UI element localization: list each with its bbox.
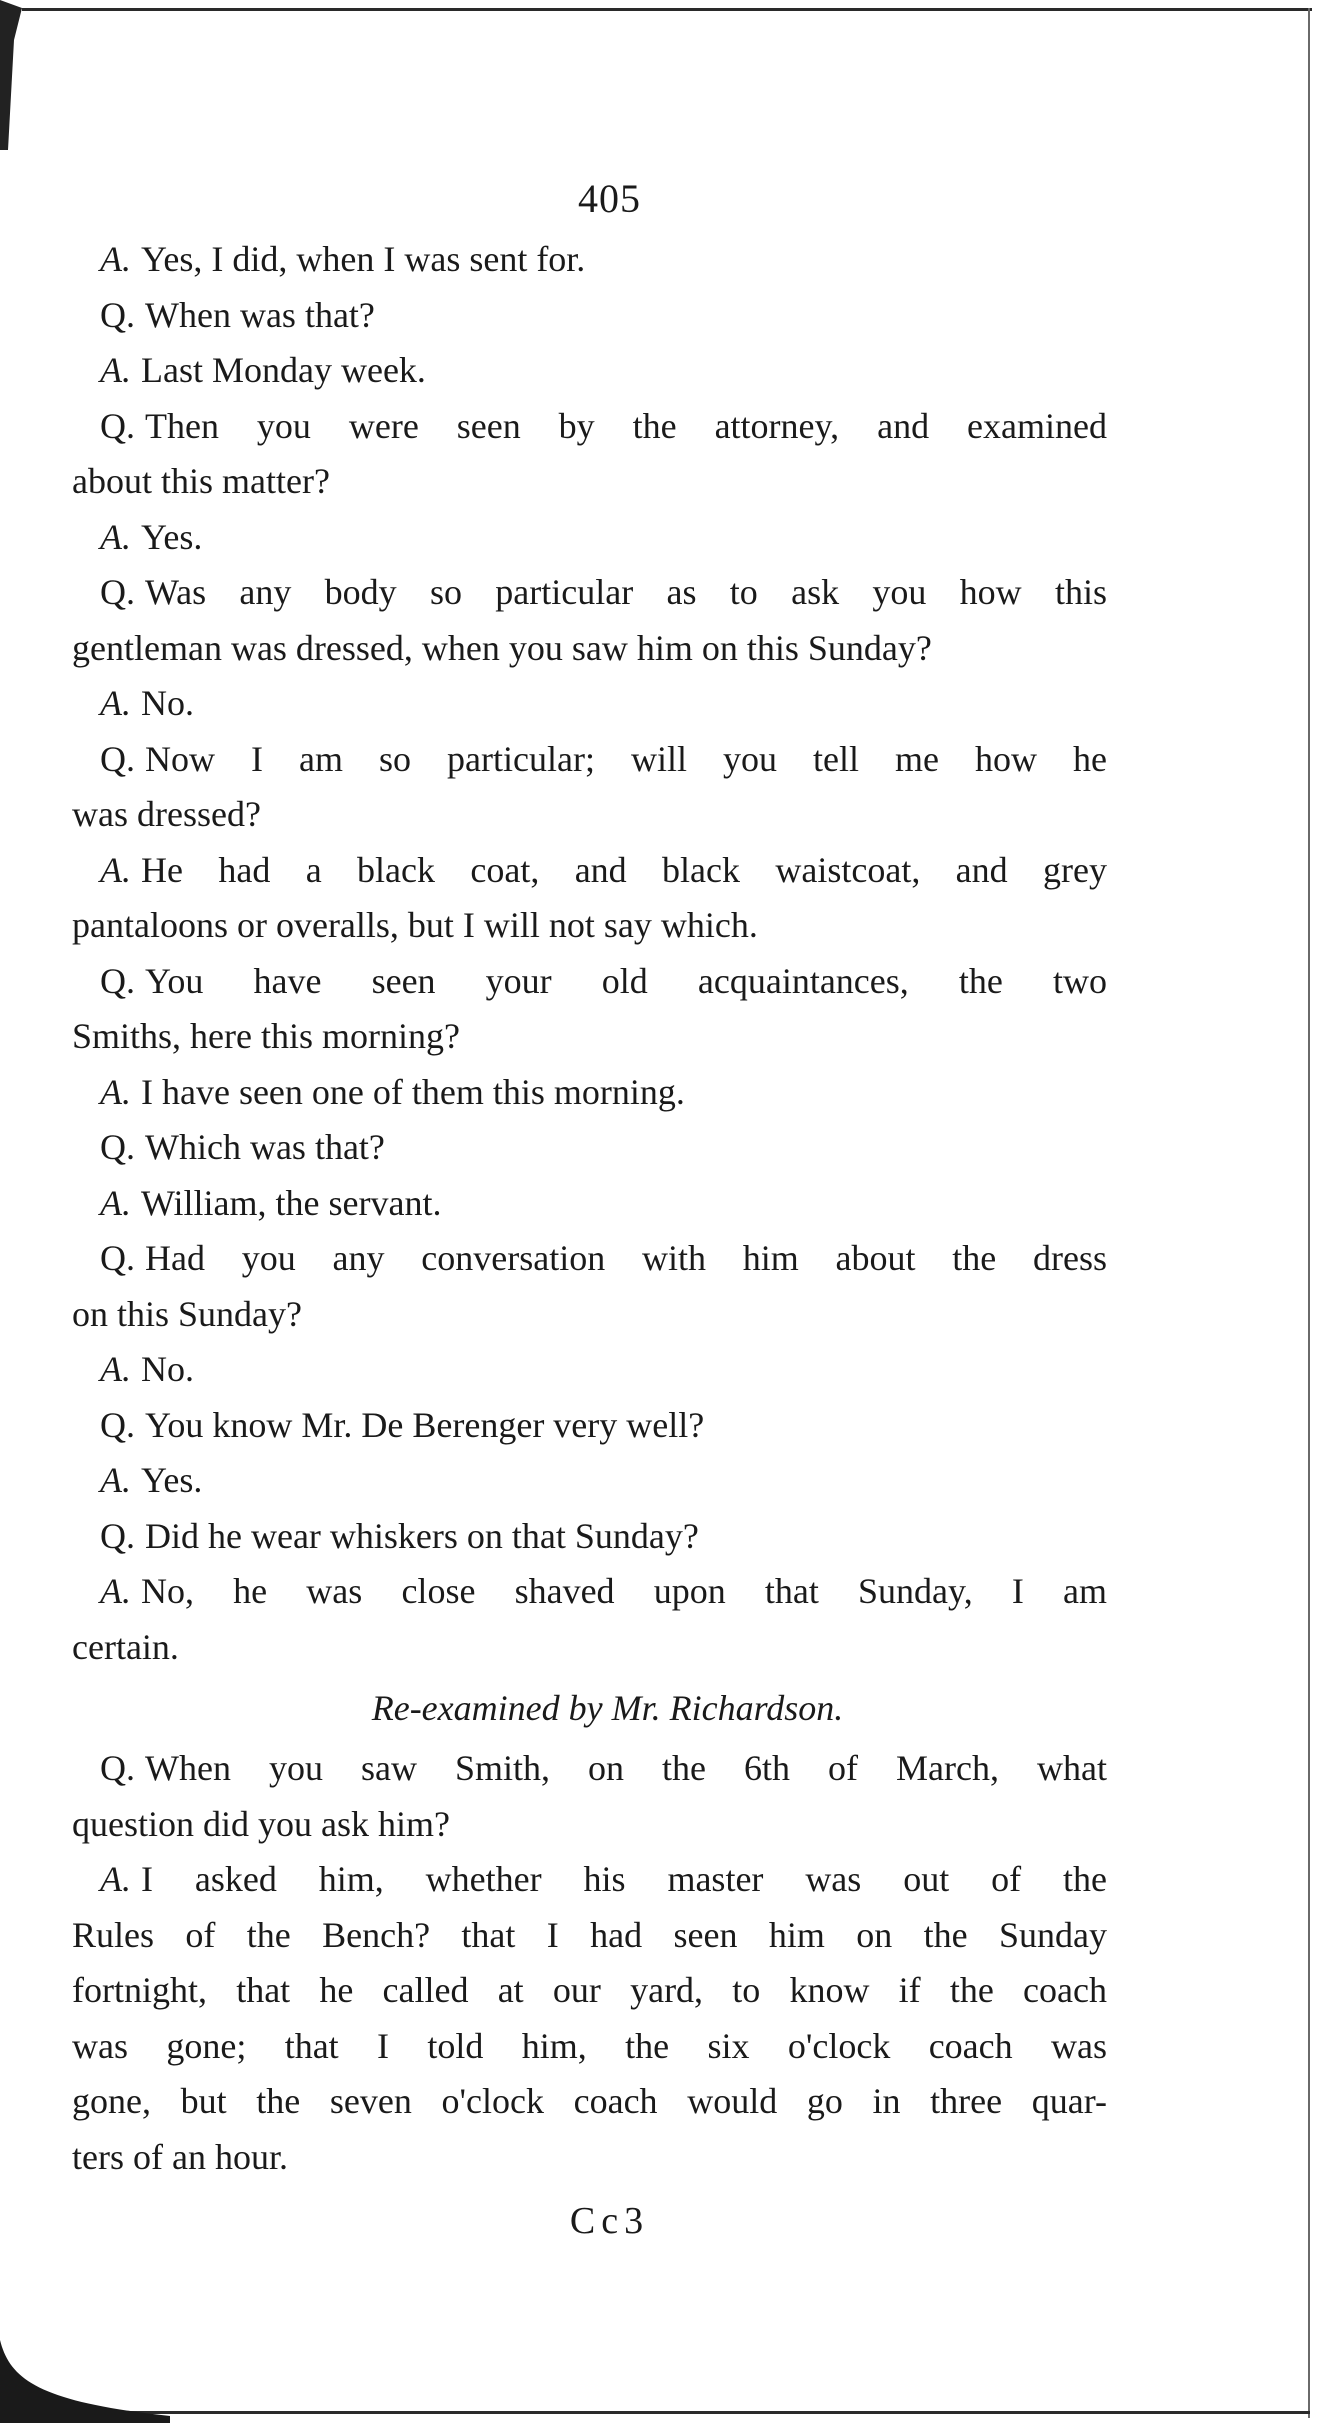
text-line <box>72 1287 1107 1343</box>
answer-label: A. <box>100 1571 131 1611</box>
qa-entry <box>72 676 1107 732</box>
line-text: No, he was close shaved upon that Sunday, I am <box>141 1571 1107 1611</box>
question-label: Q. <box>100 1238 135 1278</box>
answer-label: A. <box>100 849 131 890</box>
text-line <box>72 232 1107 288</box>
text-line <box>72 1453 1107 1509</box>
line-text: Yes. <box>141 1460 203 1500</box>
line-text: Was any body so particular as to ask you how this <box>145 572 1107 612</box>
qa-entry <box>72 1453 1107 1509</box>
qa-entry <box>72 1176 1107 1232</box>
line-text: Did he wear whiskers on that Sunday? <box>145 1515 699 1556</box>
question-label: Q. <box>100 572 135 612</box>
qa-entry <box>72 232 1107 288</box>
text-line <box>72 343 1107 399</box>
page-border-top <box>22 8 1312 11</box>
text-line <box>72 1564 1107 1620</box>
text-line <box>72 1231 1107 1287</box>
line-text: I asked him, whether his master was out of the <box>141 1859 1107 1899</box>
line-text: pantaloons or overalls, but I will not say which. <box>72 905 758 945</box>
answer-label: A. <box>100 683 131 723</box>
qa-entry <box>72 1852 1107 2185</box>
line-text: fortnight, that he called at our yard, to know if the coach <box>72 1970 1107 2010</box>
line-text: Yes, I did, when I was sent for. <box>141 239 586 279</box>
line-text: about this matter? <box>72 461 330 501</box>
question-label: Q. <box>100 1404 135 1445</box>
question-label: Q. <box>100 960 135 1001</box>
text-line <box>72 1120 1107 1176</box>
text-line <box>72 1342 1107 1398</box>
question-label: Q. <box>100 1748 135 1788</box>
text-line <box>72 843 1107 899</box>
line-text: Yes. <box>141 516 203 557</box>
text-line <box>72 1741 1107 1797</box>
qa-entry <box>72 1509 1107 1565</box>
text-line <box>72 454 1107 510</box>
page-border-bottom <box>60 2411 1310 2414</box>
text-line <box>72 510 1107 566</box>
text-line <box>72 1852 1107 1908</box>
qa-entry <box>72 843 1107 954</box>
line-text: Smiths, here this morning? <box>72 1016 460 1056</box>
binding-edge <box>0 0 22 150</box>
binding-edge-bottom <box>0 2340 170 2423</box>
signature-mark: Cc3 <box>569 2200 650 2242</box>
line-text: No. <box>141 683 194 723</box>
text-line <box>72 1509 1107 1565</box>
qa-entry <box>72 288 1107 344</box>
text-line <box>72 399 1107 455</box>
qa-entry <box>72 954 1107 1065</box>
line-text: You know Mr. De Berenger very well? <box>145 1404 705 1445</box>
qa-entry <box>72 1231 1107 1342</box>
qa-entry <box>72 343 1107 399</box>
text-line <box>72 1065 1107 1121</box>
testimony <box>72 232 1107 1675</box>
qa-entry <box>72 1342 1107 1398</box>
qa-entry <box>72 1741 1107 1852</box>
line-text: gone, but the seven o'clock coach would go in three quar- <box>72 2081 1107 2121</box>
line-text: ters of an hour. <box>72 2136 288 2177</box>
line-text: Which was that? <box>145 1127 385 1167</box>
question-label: Q. <box>100 405 135 446</box>
line-text: gentleman was dressed, when you saw him on this Sunday? <box>72 627 932 668</box>
line-text: He had a black coat, and black waistcoat, and grey <box>141 849 1107 890</box>
line-text: William, the servant. <box>141 1182 442 1223</box>
reexamination-testimony <box>72 1741 1107 2185</box>
question-label: Q. <box>100 294 135 335</box>
answer-label: A. <box>100 1182 131 1223</box>
text-line <box>72 2074 1107 2130</box>
text-line <box>72 676 1107 732</box>
text-line <box>72 732 1107 788</box>
qa-entry <box>72 1120 1107 1176</box>
text-line <box>72 565 1107 621</box>
answer-label: A. <box>100 1460 131 1500</box>
line-text: Now I am so particular; will you tell me how he <box>145 738 1107 779</box>
qa-entry <box>72 1564 1107 1675</box>
answer-label: A. <box>100 1349 131 1389</box>
text-line <box>72 288 1107 344</box>
question-label: Q. <box>100 1515 135 1556</box>
page-number: 405 <box>578 176 641 221</box>
line-text: Rules of the Bench? that I had seen him on the Sunday <box>72 1914 1107 1955</box>
line-text: When was that? <box>145 294 375 335</box>
line-text: was dressed? <box>72 794 261 834</box>
text-line <box>72 621 1107 677</box>
text-line <box>72 954 1107 1010</box>
answer-label: A. <box>100 1071 131 1112</box>
text-line <box>72 1620 1107 1676</box>
text-line <box>72 1398 1107 1454</box>
answer-label: A. <box>100 350 131 390</box>
line-text: No. <box>141 1349 194 1389</box>
qa-entry <box>72 1398 1107 1454</box>
qa-entry <box>72 732 1107 843</box>
section-heading: Re-examined by Mr. Richardson. <box>371 1688 844 1728</box>
text-line <box>72 787 1107 843</box>
text-line <box>72 2019 1107 2075</box>
line-text: Then you were seen by the attorney, and examined <box>145 405 1107 446</box>
line-text: You have seen your old acquaintances, the two <box>145 960 1107 1001</box>
text-line <box>72 1908 1107 1964</box>
qa-entry <box>72 565 1107 676</box>
question-label: Q. <box>100 738 135 779</box>
text-line <box>72 1009 1107 1065</box>
line-text: Had you any conversation with him about the dress <box>145 1238 1107 1278</box>
page-text <box>72 166 1107 2257</box>
line-text: was gone; that I told him, the six o'clock coach was <box>72 2025 1107 2066</box>
line-text: I have seen one of them this morning. <box>141 1071 685 1112</box>
answer-label: A. <box>100 1859 131 1899</box>
text-line <box>72 1963 1107 2019</box>
text-line <box>72 1176 1107 1232</box>
line-text: When you saw Smith, on the 6th of March, what <box>145 1748 1107 1788</box>
text-line <box>72 1797 1107 1853</box>
line-text: Last Monday week. <box>141 350 426 390</box>
line-text: certain. <box>72 1626 179 1667</box>
page-border-right <box>1308 8 1310 2418</box>
question-label: Q. <box>100 1127 135 1167</box>
text-line <box>72 2130 1107 2186</box>
line-text: question did you ask him? <box>72 1803 450 1844</box>
qa-entry <box>72 399 1107 510</box>
qa-entry <box>72 1065 1107 1121</box>
answer-label: A. <box>100 516 131 557</box>
answer-label: A. <box>100 239 131 279</box>
text-line <box>72 898 1107 954</box>
qa-entry <box>72 510 1107 566</box>
line-text: on this Sunday? <box>72 1293 302 1334</box>
